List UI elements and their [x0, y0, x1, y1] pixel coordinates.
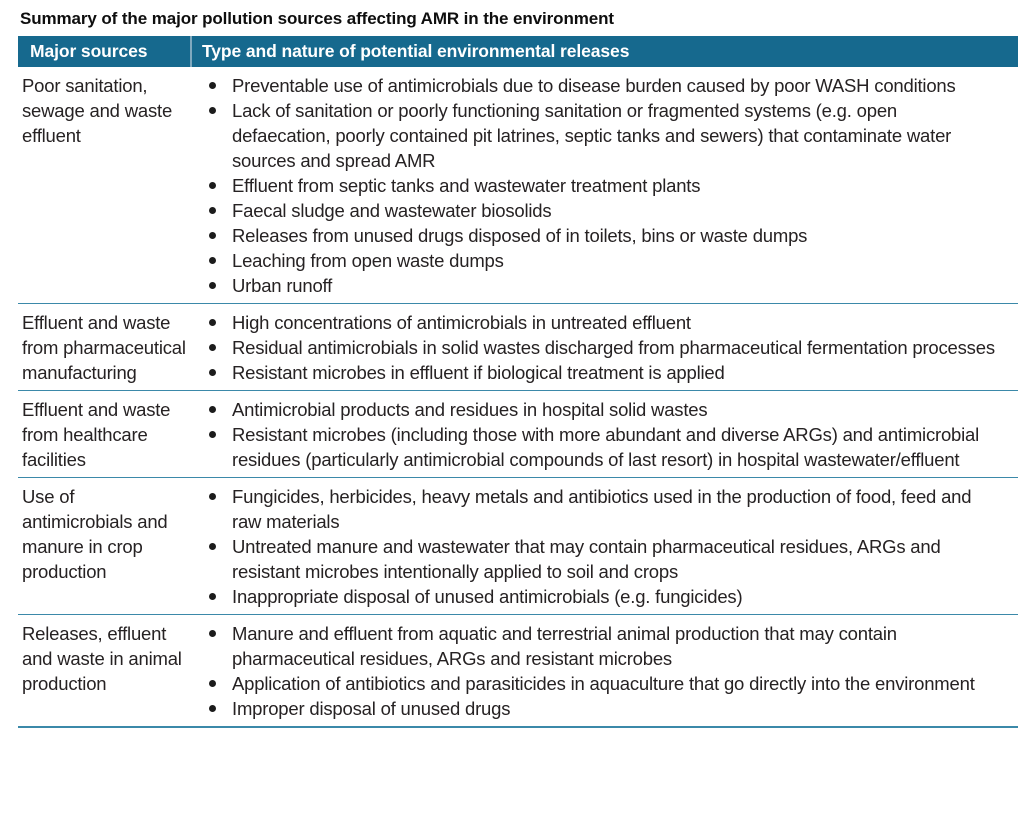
list-item: Residual antimicrobials in solid wastes discharged from pharmaceutical fermentation processes	[200, 335, 1018, 360]
list-item: Urban runoff	[200, 273, 1018, 298]
list-item: Effluent from septic tanks and wastewater treatment plants	[200, 173, 1018, 198]
list-item: Resistant microbes (including those with more abundant and diverse ARGs) and antimicrobial residues (particularly antimicrobial compounds of last resort) in hospital wastewater/effluent	[200, 422, 1018, 472]
bullet-icon	[209, 705, 216, 712]
list-item: Faecal sludge and wastewater biosolids	[200, 198, 1018, 223]
bullet-icon	[209, 630, 216, 637]
bullet-icon	[209, 107, 216, 114]
header-environmental-releases: Type and nature of potential environmental releases	[202, 41, 630, 61]
bullet-icon	[209, 680, 216, 687]
bullet-list	[200, 484, 1018, 609]
list-item: High concentrations of antimicrobials in untreated effluent	[200, 310, 1018, 335]
bullet-list	[200, 310, 1018, 385]
list-item: Untreated manure and wastewater that may contain pharmaceutical residues, ARGs and resistant microbes intentionally applied to soil and crops	[200, 534, 1018, 584]
bullet-icon	[209, 493, 216, 500]
list-item: Antimicrobial products and residues in hospital solid wastes	[200, 397, 1018, 422]
table-row	[18, 303, 1018, 390]
list-item: Application of antibiotics and parasiticides in aquaculture that go directly into the environment	[200, 671, 1018, 696]
list-item: Leaching from open waste dumps	[200, 248, 1018, 273]
bullet-icon	[209, 369, 216, 376]
table-row	[18, 614, 1018, 726]
bullet-icon	[209, 282, 216, 289]
table-row	[18, 67, 1018, 303]
bullet-icon	[209, 319, 216, 326]
source-cell: Use of antimicrobials and manure in crop production	[22, 486, 168, 582]
source-cell: Effluent and waste from pharmaceutical manufacturing	[22, 312, 186, 383]
list-item: Inappropriate disposal of unused antimicrobials (e.g. fungicides)	[200, 584, 1018, 609]
bullet-list	[200, 621, 1018, 721]
table-row	[18, 390, 1018, 477]
list-item: Manure and effluent from aquatic and terrestrial animal production that may contain pharmaceutical residues, ARGs and resistant microbes	[200, 621, 1018, 671]
list-item: Improper disposal of unused drugs	[200, 696, 1018, 721]
bullet-list	[200, 397, 1018, 472]
bullet-icon	[209, 431, 216, 438]
list-item: Releases from unused drugs disposed of in toilets, bins or waste dumps	[200, 223, 1018, 248]
bullet-icon	[209, 344, 216, 351]
pollution-sources-table	[18, 36, 1018, 728]
source-cell: Poor sanitation, sewage and waste effluent	[22, 75, 173, 146]
header-major-sources: Major sources	[18, 36, 192, 67]
list-item: Lack of sanitation or poorly functioning sanitation or fragmented systems (e.g. open defaecation, poorly contained pit latrines, septic tanks and sewers) that contaminate water sources and spread AMR	[200, 98, 1018, 173]
bullet-icon	[209, 82, 216, 89]
table-row	[18, 477, 1018, 614]
table-header-row	[18, 36, 1018, 67]
releases-cell	[200, 482, 1018, 609]
releases-cell	[200, 619, 1018, 721]
bullet-list	[200, 73, 1018, 298]
bullet-icon	[209, 182, 216, 189]
bullet-icon	[209, 232, 216, 239]
releases-cell	[200, 395, 1018, 472]
source-cell: Effluent and waste from healthcare facilities	[22, 399, 171, 470]
table-title: Summary of the major pollution sources affecting AMR in the environment	[20, 9, 614, 28]
list-item: Resistant microbes in effluent if biological treatment is applied	[200, 360, 1018, 385]
source-cell: Releases, effluent and waste in animal production	[22, 623, 182, 694]
releases-cell	[200, 308, 1018, 385]
bullet-icon	[209, 207, 216, 214]
list-item: Fungicides, herbicides, heavy metals and antibiotics used in the production of food, feed and raw materials	[200, 484, 1018, 534]
releases-cell	[200, 71, 1018, 298]
bullet-icon	[209, 257, 216, 264]
list-item: Preventable use of antimicrobials due to disease burden caused by poor WASH conditions	[200, 73, 1018, 98]
bullet-icon	[209, 543, 216, 550]
bullet-icon	[209, 406, 216, 413]
bullet-icon	[209, 593, 216, 600]
